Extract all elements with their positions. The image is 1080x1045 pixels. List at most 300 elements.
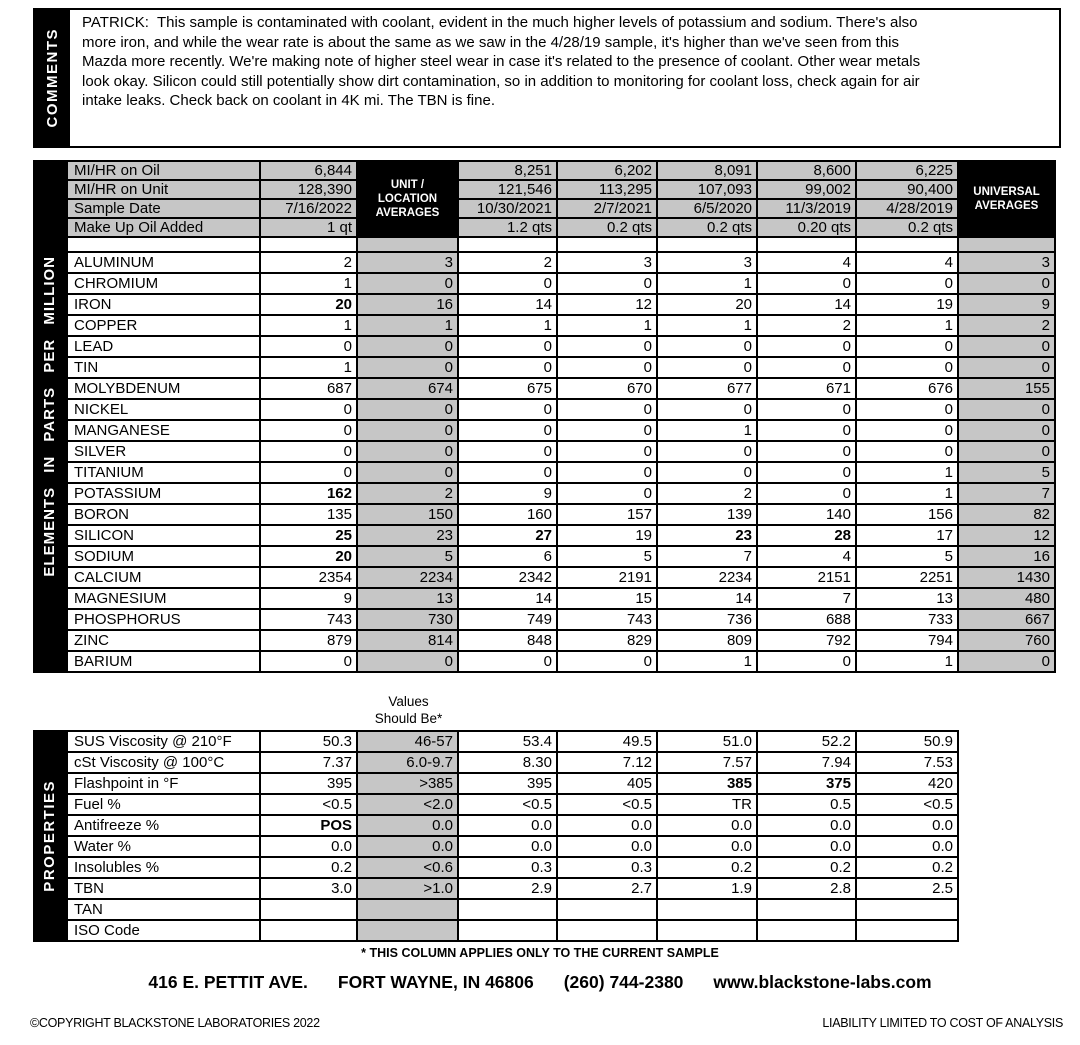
- property-name: SUS Viscosity @ 210°F: [67, 731, 260, 752]
- history-value: 11/3/2019: [757, 199, 856, 218]
- spacer-cell: [958, 237, 1055, 252]
- history-value: 0.2 qts: [856, 218, 958, 237]
- values-should-be: >385: [357, 773, 458, 794]
- spacer-cell: [856, 237, 958, 252]
- history-value: 0: [458, 336, 557, 357]
- history-value: 160: [458, 504, 557, 525]
- spacer-row: [67, 237, 1055, 252]
- history-value: 4/28/2019: [856, 199, 958, 218]
- universal-average: 1430: [958, 567, 1055, 588]
- unit-location-averages-box-line: UNIT /: [390, 179, 425, 191]
- history-value: 375: [757, 773, 856, 794]
- history-value: 7: [657, 546, 757, 567]
- element-row: [67, 420, 1055, 441]
- history-value: 670: [557, 378, 657, 399]
- history-value: 1: [856, 315, 958, 336]
- comments-text: PATRICK: This sample is contaminated with coolant, evident in the much higher levels of potassium and sodium. There's also more iron, and while the wear rate is about the same as we saw in the 4/28/19 sample, it's higher than we've seen from this Mazda more recently. We're making note of higher steel wear in case it's related to the presence of coolant. Other wear metals look okay. Silicon could still potentially show dirt contamination, so in addition to monitoring for coolant loss, check again for air intake leaks. Check back on coolant in 4K mi. The TBN is fine.: [82, 14, 925, 110]
- history-value: 140: [757, 504, 856, 525]
- history-value: 14: [458, 588, 557, 609]
- history-value: 156: [856, 504, 958, 525]
- element-row: [67, 336, 1055, 357]
- element-name: BARIUM: [67, 651, 260, 672]
- current-sample-value: 0: [260, 462, 357, 483]
- history-value: 8,251: [458, 161, 557, 180]
- history-value: 743: [557, 609, 657, 630]
- history-value: 2/7/2021: [557, 199, 657, 218]
- elements-header-row: [67, 199, 1055, 218]
- history-value: 0.0: [757, 815, 856, 836]
- element-name: SODIUM: [67, 546, 260, 567]
- history-value: 0.0: [856, 836, 958, 857]
- history-value: 0.0: [458, 815, 557, 836]
- current-sample-value: 2: [260, 252, 357, 273]
- history-value: 0: [557, 420, 657, 441]
- history-value: 7.53: [856, 752, 958, 773]
- unit-location-average: 2: [357, 483, 458, 504]
- current-sample-value: 0: [260, 651, 357, 672]
- history-value: 157: [557, 504, 657, 525]
- history-value: 1: [557, 315, 657, 336]
- history-value: [757, 920, 856, 941]
- spacer-cell: [357, 237, 458, 252]
- universal-average: 9: [958, 294, 1055, 315]
- elements-sidebar: [33, 160, 66, 673]
- element-name: BORON: [67, 504, 260, 525]
- universal-average: 155: [958, 378, 1055, 399]
- property-row: [67, 815, 958, 836]
- element-row: [67, 588, 1055, 609]
- element-name: TITANIUM: [67, 462, 260, 483]
- unit-location-average: 150: [357, 504, 458, 525]
- lab-address: 416 E. PETTIT AVE.: [148, 972, 308, 992]
- history-value: 0.0: [657, 815, 757, 836]
- current-sample-value: 0: [260, 399, 357, 420]
- history-value: 53.4: [458, 731, 557, 752]
- history-value: 0: [757, 651, 856, 672]
- property-name: cSt Viscosity @ 100°C: [67, 752, 260, 773]
- history-value: 90,400: [856, 180, 958, 199]
- history-value: 385: [657, 773, 757, 794]
- universal-average: 0: [958, 273, 1055, 294]
- history-value: 9: [458, 483, 557, 504]
- history-value: 0.0: [557, 836, 657, 857]
- spacer-cell: [657, 237, 757, 252]
- header-label: Make Up Oil Added: [67, 218, 260, 237]
- current-sample-value: 7.37: [260, 752, 357, 773]
- element-row: [67, 252, 1055, 273]
- history-value: 792: [757, 630, 856, 651]
- current-sample-value: [260, 920, 357, 941]
- history-value: 20: [657, 294, 757, 315]
- history-value: 8,600: [757, 161, 856, 180]
- history-value: 51.0: [657, 731, 757, 752]
- history-value: 12: [557, 294, 657, 315]
- properties-sidebar-label: PROPERTIES: [41, 780, 58, 892]
- element-row: [67, 504, 1055, 525]
- history-value: 13: [856, 588, 958, 609]
- element-name: COPPER: [67, 315, 260, 336]
- history-value: 2234: [657, 567, 757, 588]
- unit-location-averages-box: [357, 161, 458, 237]
- history-value: 0: [856, 357, 958, 378]
- current-sample-value: 9: [260, 588, 357, 609]
- element-name: POTASSIUM: [67, 483, 260, 504]
- history-value: 420: [856, 773, 958, 794]
- history-value: 14: [458, 294, 557, 315]
- universal-averages-box: [958, 161, 1055, 237]
- universal-averages-box-line: AVERAGES: [974, 200, 1039, 212]
- history-value: 0.2: [757, 857, 856, 878]
- element-row: [67, 525, 1055, 546]
- copyright-text: ©COPYRIGHT BLACKSTONE LABORATORIES 2022: [30, 1016, 320, 1030]
- history-value: 733: [856, 609, 958, 630]
- current-sample-value: 0.0: [260, 836, 357, 857]
- properties-section: [33, 730, 959, 942]
- history-value: TR: [657, 794, 757, 815]
- history-value: 794: [856, 630, 958, 651]
- current-sample-value: 6,844: [260, 161, 357, 180]
- universal-average: 82: [958, 504, 1055, 525]
- history-value: [856, 920, 958, 941]
- history-value: 7: [757, 588, 856, 609]
- history-value: 28: [757, 525, 856, 546]
- elements-section: [33, 160, 1056, 673]
- current-sample-value: 1: [260, 357, 357, 378]
- current-sample-value: 1 qt: [260, 218, 357, 237]
- current-sample-value: 3.0: [260, 878, 357, 899]
- current-sample-value: [260, 899, 357, 920]
- history-value: 5: [557, 546, 657, 567]
- values-should-be: [357, 899, 458, 920]
- spacer-cell: [557, 237, 657, 252]
- elements-table: [66, 160, 1056, 673]
- column-footnote: * THIS COLUMN APPLIES ONLY TO THE CURRENT SAMPLE: [361, 946, 719, 960]
- property-name: TBN: [67, 878, 260, 899]
- history-value: 749: [458, 609, 557, 630]
- unit-location-averages-box-line: AVERAGES: [375, 207, 440, 219]
- unit-location-average: 0: [357, 357, 458, 378]
- property-name: Insolubles %: [67, 857, 260, 878]
- history-value: 0.0: [856, 815, 958, 836]
- current-sample-value: 395: [260, 773, 357, 794]
- history-value: 0: [557, 483, 657, 504]
- history-value: 671: [757, 378, 856, 399]
- history-value: 0.2: [856, 857, 958, 878]
- comments-section: [33, 8, 1061, 148]
- history-value: 677: [657, 378, 757, 399]
- universal-average: 7: [958, 483, 1055, 504]
- history-value: 139: [657, 504, 757, 525]
- history-value: [458, 899, 557, 920]
- history-value: 52.2: [757, 731, 856, 752]
- history-value: 0.3: [557, 857, 657, 878]
- unit-location-average: 0: [357, 651, 458, 672]
- history-value: 5: [856, 546, 958, 567]
- property-row: [67, 752, 958, 773]
- history-value: 6/5/2020: [657, 199, 757, 218]
- current-sample-value: 2354: [260, 567, 357, 588]
- history-value: 0.0: [657, 836, 757, 857]
- element-name: SILICON: [67, 525, 260, 546]
- history-value: [856, 899, 958, 920]
- history-value: 19: [557, 525, 657, 546]
- history-value: 0: [856, 273, 958, 294]
- history-value: 4: [757, 252, 856, 273]
- header-label: Sample Date: [67, 199, 260, 218]
- current-sample-value: 135: [260, 504, 357, 525]
- history-value: 0: [757, 399, 856, 420]
- history-value: 0: [757, 483, 856, 504]
- current-sample-value: 743: [260, 609, 357, 630]
- history-value: 49.5: [557, 731, 657, 752]
- history-value: 6: [458, 546, 557, 567]
- history-value: 6,202: [557, 161, 657, 180]
- unit-location-average: 13: [357, 588, 458, 609]
- history-value: 99,002: [757, 180, 856, 199]
- history-value: 2.9: [458, 878, 557, 899]
- element-row: [67, 294, 1055, 315]
- property-name: Antifreeze %: [67, 815, 260, 836]
- history-value: 7.12: [557, 752, 657, 773]
- history-value: 2: [458, 252, 557, 273]
- element-row: [67, 546, 1055, 567]
- values-should-be: 46-57: [357, 731, 458, 752]
- history-value: 405: [557, 773, 657, 794]
- history-value: 50.9: [856, 731, 958, 752]
- history-value: 0.0: [757, 836, 856, 857]
- unit-location-average: 0: [357, 462, 458, 483]
- history-value: [458, 920, 557, 941]
- current-sample-value: 20: [260, 546, 357, 567]
- history-value: [557, 899, 657, 920]
- history-value: 736: [657, 609, 757, 630]
- element-row: [67, 441, 1055, 462]
- history-value: 2.5: [856, 878, 958, 899]
- history-value: 121,546: [458, 180, 557, 199]
- current-sample-value: 0: [260, 336, 357, 357]
- history-value: 676: [856, 378, 958, 399]
- unit-location-average: 2234: [357, 567, 458, 588]
- history-value: 1: [657, 315, 757, 336]
- current-sample-value: 128,390: [260, 180, 357, 199]
- history-value: 0: [657, 441, 757, 462]
- properties-sidebar: [33, 730, 66, 942]
- element-row: [67, 315, 1055, 336]
- history-value: <0.5: [458, 794, 557, 815]
- history-value: 6,225: [856, 161, 958, 180]
- unit-location-averages-box-line: LOCATION: [377, 193, 438, 205]
- history-value: 0: [856, 399, 958, 420]
- history-value: 0: [557, 357, 657, 378]
- element-row: [67, 651, 1055, 672]
- history-value: 1: [657, 651, 757, 672]
- element-name: SILVER: [67, 441, 260, 462]
- current-sample-value: 687: [260, 378, 357, 399]
- history-value: 0: [458, 462, 557, 483]
- values-should-be: 0.0: [357, 815, 458, 836]
- history-value: 2191: [557, 567, 657, 588]
- history-value: 1.9: [657, 878, 757, 899]
- history-value: 2: [757, 315, 856, 336]
- property-row: [67, 899, 958, 920]
- history-value: 0: [757, 441, 856, 462]
- history-value: 2: [657, 483, 757, 504]
- property-row: [67, 773, 958, 794]
- history-value: 0: [557, 441, 657, 462]
- history-value: 3: [657, 252, 757, 273]
- element-row: [67, 609, 1055, 630]
- values-should-be: 0.0: [357, 836, 458, 857]
- elements-header-row: [67, 180, 1055, 199]
- history-value: 0.2 qts: [557, 218, 657, 237]
- history-value: 14: [757, 294, 856, 315]
- property-name: Fuel %: [67, 794, 260, 815]
- lab-contact-line: [0, 972, 1080, 993]
- history-value: 848: [458, 630, 557, 651]
- property-row: [67, 920, 958, 941]
- property-row: [67, 878, 958, 899]
- history-value: 809: [657, 630, 757, 651]
- values-should-be-line2: Should Be*: [374, 710, 443, 726]
- history-value: 0: [458, 651, 557, 672]
- history-value: 0: [757, 357, 856, 378]
- property-row: [67, 794, 958, 815]
- history-value: 0: [657, 336, 757, 357]
- universal-average: 760: [958, 630, 1055, 651]
- current-sample-value: 1: [260, 273, 357, 294]
- element-row: [67, 273, 1055, 294]
- universal-average: 0: [958, 420, 1055, 441]
- history-value: 675: [458, 378, 557, 399]
- lab-website: www.blackstone-labs.com: [713, 972, 932, 992]
- property-name: TAN: [67, 899, 260, 920]
- history-value: 2342: [458, 567, 557, 588]
- history-value: 7.94: [757, 752, 856, 773]
- element-row: [67, 462, 1055, 483]
- history-value: 0: [458, 357, 557, 378]
- universal-average: 480: [958, 588, 1055, 609]
- legal-line: [30, 1016, 1063, 1030]
- history-value: 2.7: [557, 878, 657, 899]
- element-row: [67, 357, 1055, 378]
- history-value: 395: [458, 773, 557, 794]
- universal-average: 0: [958, 357, 1055, 378]
- history-value: 0: [557, 462, 657, 483]
- lab-phone: (260) 744-2380: [563, 972, 684, 992]
- history-value: 17: [856, 525, 958, 546]
- unit-location-average: 674: [357, 378, 458, 399]
- liability-text: LIABILITY LIMITED TO COST OF ANALYSIS: [822, 1016, 1063, 1030]
- element-row: [67, 378, 1055, 399]
- history-value: 1: [657, 420, 757, 441]
- element-row: [67, 483, 1055, 504]
- history-value: 1: [657, 273, 757, 294]
- element-name: LEAD: [67, 336, 260, 357]
- element-name: IRON: [67, 294, 260, 315]
- history-value: 0: [757, 420, 856, 441]
- current-sample-value: 162: [260, 483, 357, 504]
- history-value: 8,091: [657, 161, 757, 180]
- current-sample-value: 25: [260, 525, 357, 546]
- universal-average: 12: [958, 525, 1055, 546]
- universal-average: 2: [958, 315, 1055, 336]
- element-name: NICKEL: [67, 399, 260, 420]
- current-sample-value: 20: [260, 294, 357, 315]
- property-row: [67, 857, 958, 878]
- header-label: MI/HR on Unit: [67, 180, 260, 199]
- unit-location-average: 1: [357, 315, 458, 336]
- spacer-cell: [67, 237, 260, 252]
- history-value: 0: [657, 462, 757, 483]
- current-sample-value: 1: [260, 315, 357, 336]
- history-value: 2251: [856, 567, 958, 588]
- property-row: [67, 731, 958, 752]
- history-value: 4: [856, 252, 958, 273]
- header-label: MI/HR on Oil: [67, 161, 260, 180]
- element-name: ZINC: [67, 630, 260, 651]
- current-sample-value: 0: [260, 420, 357, 441]
- history-value: 1: [458, 315, 557, 336]
- elements-sidebar-label: ELEMENTS IN PARTS PER MILLION: [41, 256, 58, 577]
- unit-location-average: 0: [357, 273, 458, 294]
- history-value: 0: [856, 441, 958, 462]
- properties-table: [66, 730, 959, 942]
- unit-location-average: 0: [357, 336, 458, 357]
- property-name: ISO Code: [67, 920, 260, 941]
- history-value: 113,295: [557, 180, 657, 199]
- current-sample-value: <0.5: [260, 794, 357, 815]
- property-name: Water %: [67, 836, 260, 857]
- property-row: [67, 836, 958, 857]
- element-name: PHOSPHORUS: [67, 609, 260, 630]
- values-should-be: 6.0-9.7: [357, 752, 458, 773]
- history-value: 0: [557, 273, 657, 294]
- unit-location-average: 16: [357, 294, 458, 315]
- unit-location-average: 730: [357, 609, 458, 630]
- history-value: 27: [458, 525, 557, 546]
- universal-averages-box-line: UNIVERSAL: [973, 186, 1040, 198]
- universal-average: 0: [958, 651, 1055, 672]
- history-value: [557, 920, 657, 941]
- current-sample-value: 50.3: [260, 731, 357, 752]
- current-sample-value: 0.2: [260, 857, 357, 878]
- elements-header-row: [67, 161, 1055, 180]
- universal-average: 667: [958, 609, 1055, 630]
- universal-average: 0: [958, 441, 1055, 462]
- history-value: 0.3: [458, 857, 557, 878]
- history-value: 3: [557, 252, 657, 273]
- history-value: <0.5: [557, 794, 657, 815]
- history-value: 8.30: [458, 752, 557, 773]
- history-value: 688: [757, 609, 856, 630]
- unit-location-average: 814: [357, 630, 458, 651]
- history-value: [657, 920, 757, 941]
- element-name: CALCIUM: [67, 567, 260, 588]
- property-name: Flashpoint in °F: [67, 773, 260, 794]
- history-value: 0: [557, 651, 657, 672]
- history-value: 10/30/2021: [458, 199, 557, 218]
- current-sample-value: 879: [260, 630, 357, 651]
- history-value: 4: [757, 546, 856, 567]
- history-value: 0: [458, 441, 557, 462]
- history-value: 1: [856, 483, 958, 504]
- history-value: 0: [856, 420, 958, 441]
- universal-average: 0: [958, 399, 1055, 420]
- unit-location-average: 5: [357, 546, 458, 567]
- values-should-be: [357, 920, 458, 941]
- history-value: 0.2 qts: [657, 218, 757, 237]
- universal-average: 5: [958, 462, 1055, 483]
